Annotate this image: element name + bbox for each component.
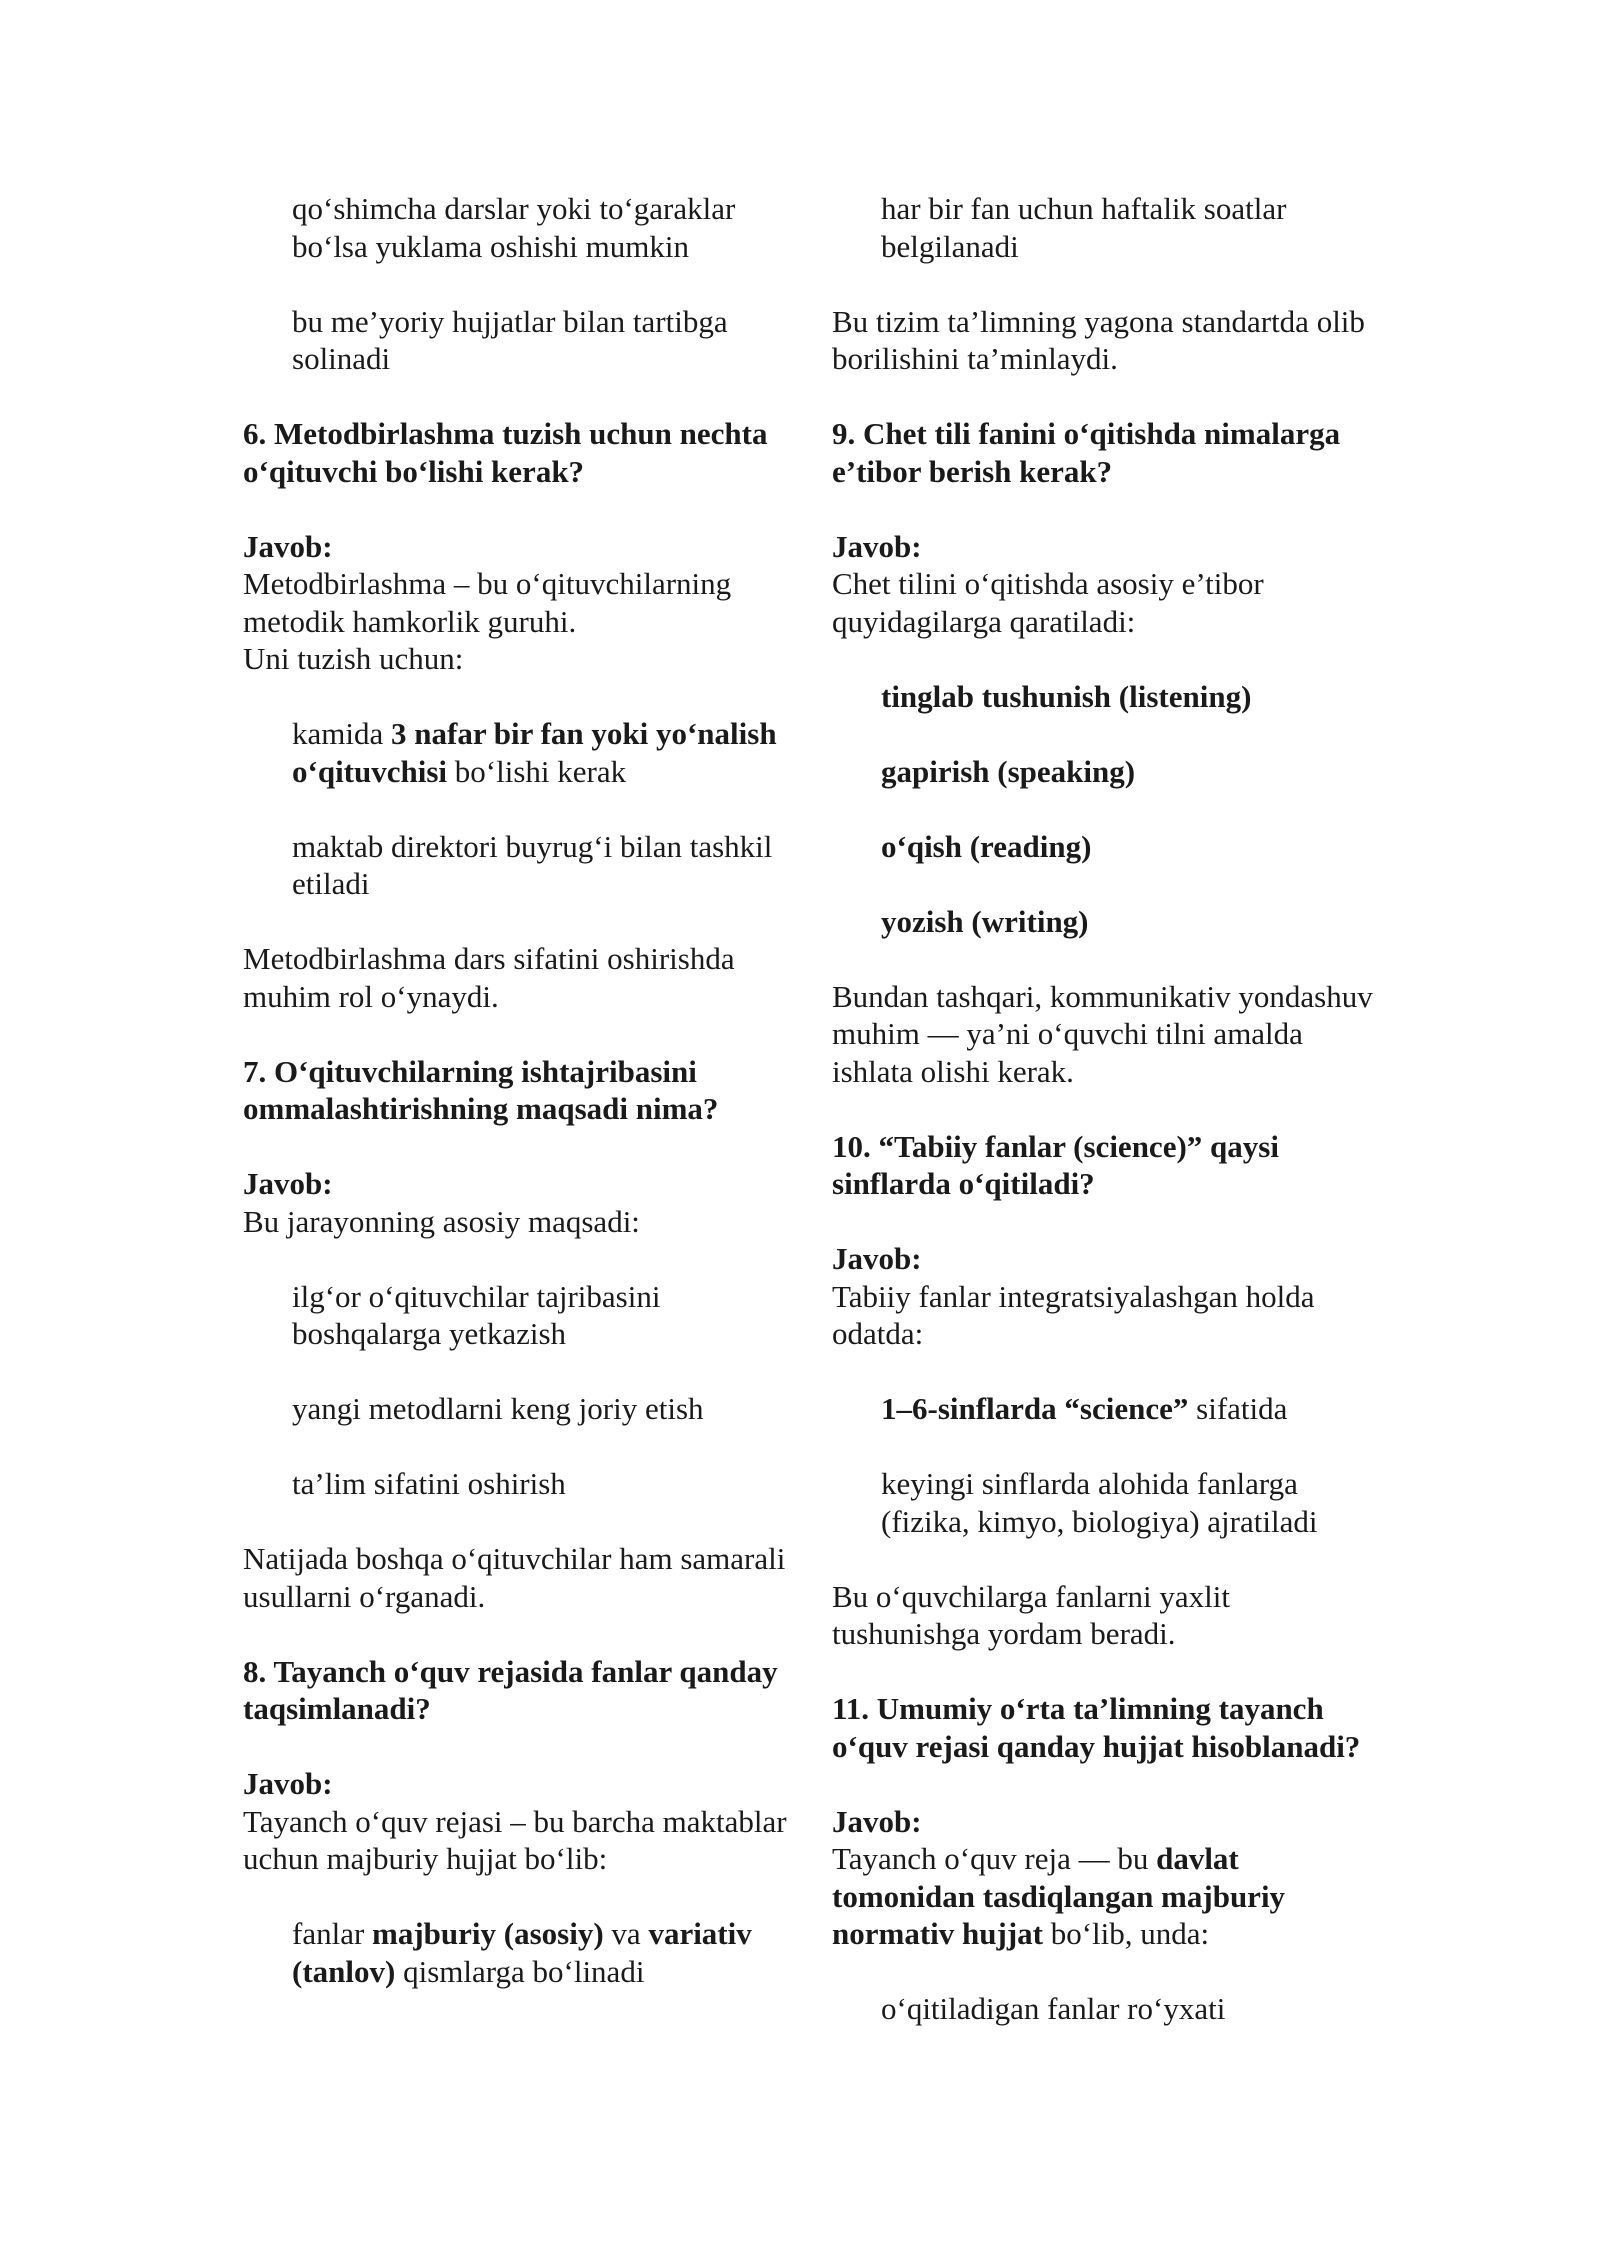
answer-label: Javob: [243,528,333,564]
answer-text: Tayanch o‘quv rejasi – bu barcha maktablar uchun majburiy hujjat bo‘lib: [243,1803,787,1876]
question-10-title: 10. “Tabiiy fanlar (science)” qaysi sinflarda o‘qitiladi? [832,1128,1279,1201]
question-9-title: 9. Chet tili fanini o‘qitishda nimalarga e’tibor berish kerak? [832,416,1341,489]
list-item: yozish (writing) [881,903,1089,939]
answer-6 [243,528,788,678]
list-item-text: va [603,1916,649,1951]
answer-text-bold: davlat tomonidan tasdiqlangan majburiy normativ hujjat [832,1841,1286,1951]
answer-label: Javob: [243,1766,333,1801]
list-item: har bir fan uchun haftalik soatlar belgilanadi [881,191,1287,264]
right-column [832,190,1377,2065]
answer-text: Metodbirlashma – bu o‘qituvchilarning metodik hamkorlik guruhi. [243,566,732,639]
list-item-bold: variativ (tanlov) [292,1916,752,1989]
answer-conclusion: Bundan tashqari, kommunikativ yondashuv muhim — ya’ni o‘quvchi tilni amalda ishlata olishi kerak. [832,978,1373,1089]
answer-text: Bu jarayonning asosiy maqsadi: [243,1203,640,1239]
answer-text-part: bo‘lib, unda: [1042,1916,1210,1951]
list-item-text: bo‘lishi kerak [447,753,627,789]
list-item: o‘qish (reading) [881,828,1092,864]
answer-text: Chet tilini o‘qitishda asosiy e’tibor quyidagilarga qaratiladi: [832,566,1264,639]
question-11-title: 11. Umumiy o‘rta ta’limning tayanch o‘quv rejasi qanday hujjat hisoblanadi? [832,1691,1361,1764]
list-item: maktab direktori buyrug‘i bilan tashkil etiladi [292,828,773,901]
answer-text: Tabiiy fanlar integratsiyalashgan holda odatda: [832,1278,1315,1351]
list-item: gapirish (speaking) [881,753,1136,789]
list-item-bold: 3 nafar bir fan yoki yo‘nalish o‘qituvchisi [292,716,777,789]
answer-label: Javob: [832,528,922,564]
answer-conclusion: Bu tizim ta’limning yagona standartda olib borilishini ta’minlaydi. [832,303,1365,376]
list-item [243,715,788,790]
list-item: yangi metodlarni keng joriy etish [292,1391,704,1426]
list-item-text: kamida [292,716,391,751]
answer-9 [832,528,1377,641]
list-item: tinglab tushunish (listening) [881,678,1252,714]
list-item-bold: 1–6-sinflarda “science” [881,1391,1189,1426]
answer-8 [243,1765,788,1878]
list-item-text: fanlar [292,1916,373,1951]
question-6-title: 6. Metodbirlashma tuzish uchun nechta o‘qituvchi bo‘lishi kerak? [243,416,768,489]
list-item: ilg‘or o‘qituvchilar tajribasini boshqalarga yetkazish [292,1278,661,1351]
question-8-title: 8. Tayanch o‘quv rejasida fanlar qanday taqsimlanadi? [243,1653,778,1726]
answer-text-part: Tayanch o‘quv reja — bu [832,1841,1157,1876]
list-item: qo‘shimcha darslar yoki to‘garaklar bo‘lsa yuklama oshishi mumkin [292,191,736,264]
left-column [243,190,788,2028]
answer-7 [243,1165,788,1240]
list-item-text: sifatida [1188,1391,1288,1426]
answer-label: Javob: [243,1166,333,1201]
list-item: bu me’yoriy hujjatlar bilan tartibga solinadi [292,303,728,376]
answer-label: Javob: [832,1241,922,1276]
list-item-bold: majburiy (asosiy) [372,1916,604,1951]
answer-label: Javob: [832,1803,922,1839]
list-item: o‘qitiladigan fanlar ro‘yxati [881,1991,1226,2026]
answer-text [832,1840,1377,1953]
answer-10 [832,1240,1377,1353]
answer-conclusion: Natijada boshqa o‘qituvchilar ham samarali usullarni o‘rganadi. [243,1541,786,1614]
answer-11 [832,1803,1377,1953]
list-item-text: qismlarga bo‘linadi [395,1953,645,1989]
answer-conclusion: Metodbirlashma dars sifatini oshirishda muhim rol o‘ynaydi. [243,941,735,1014]
list-item [832,1390,1377,1428]
list-item [243,1915,788,1990]
question-7-title: 7. O‘qituvchilarning ishtajribasini ommalashtirishning maqsadi nima? [243,1053,719,1126]
list-item: ta’lim sifatini oshirish [292,1466,566,1501]
answer-text: Uni tuzish uchun: [243,641,464,676]
answer-conclusion: Bu o‘quvchilarga fanlarni yaxlit tushunishga yordam beradi. [832,1578,1231,1651]
list-item: keyingi sinflarda alohida fanlarga (fizika, kimyo, biologiya) ajratiladi [881,1466,1318,1539]
